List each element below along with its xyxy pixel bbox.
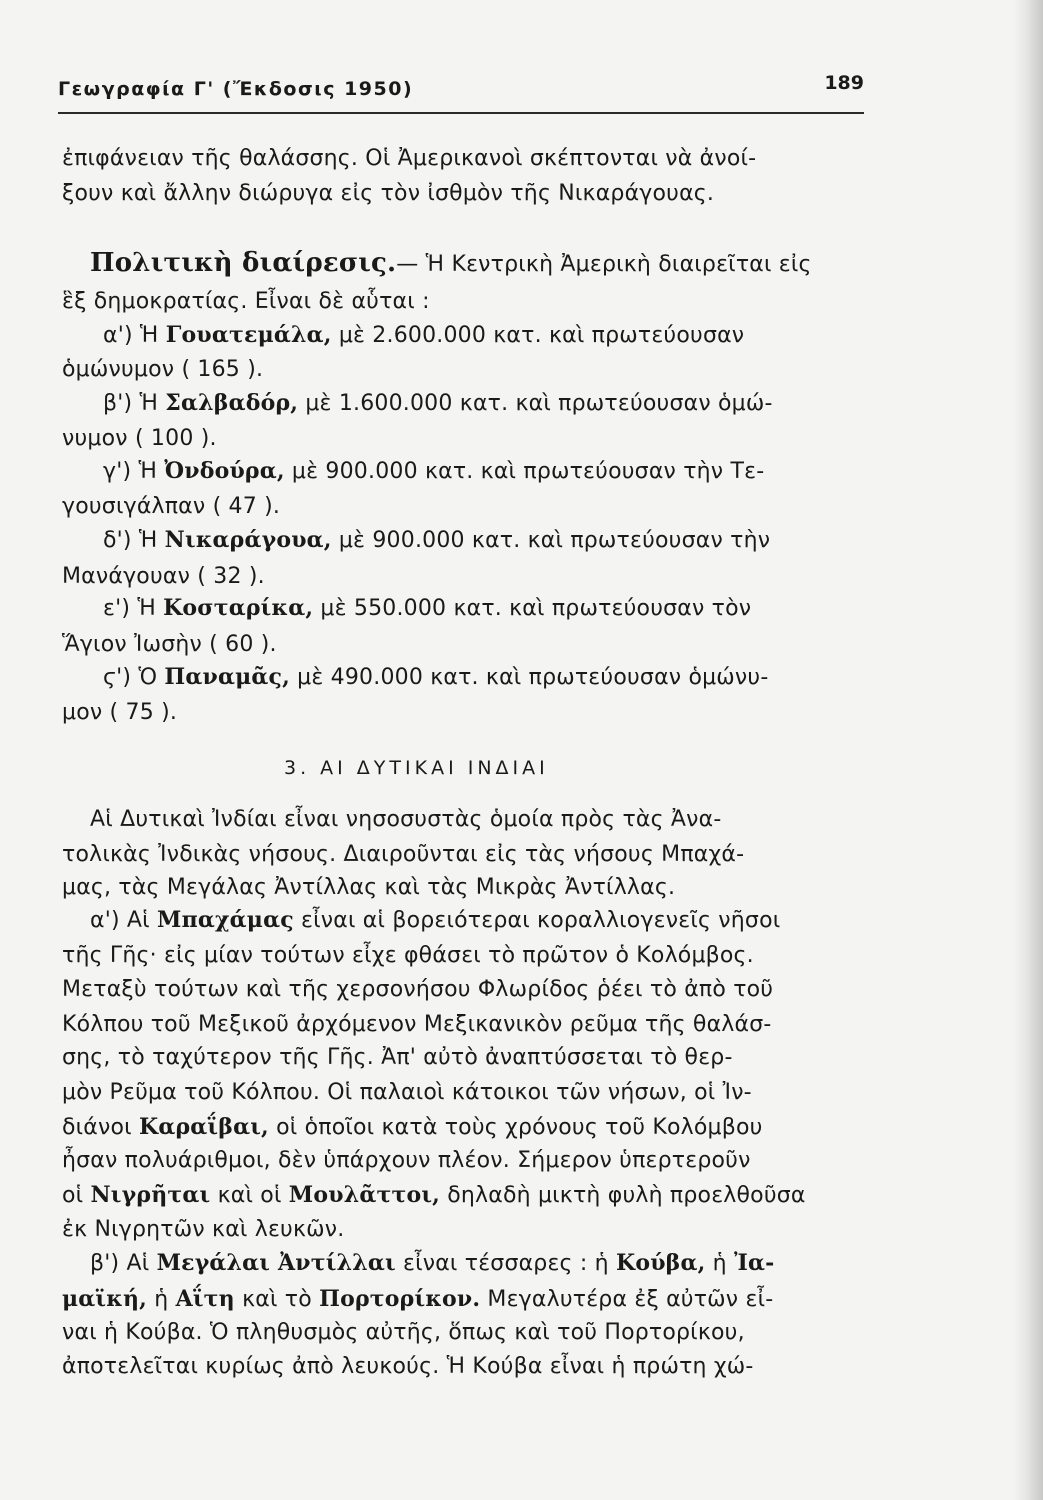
country-name: Παναμᾶς, bbox=[164, 664, 290, 690]
country-name: Ὀνδούρα, bbox=[164, 458, 285, 484]
text-line: ἐπιφάνειαν τῆς θαλάσσης. Οἱ Ἀμερικανοὶ σκέπτονται νὰ ἀνοί- bbox=[62, 146, 757, 171]
text-line: Κόλπου τοῦ Μεξικοῦ ἀρχόμενον Μεξικανικὸν ρεῦμα τῆς θαλάσ- bbox=[62, 1012, 772, 1037]
list-item bbox=[0, 525, 1043, 556]
paragraph-political-division bbox=[0, 248, 1043, 280]
text-run: Μεγαλυτέρα ἐξ αὐτῶν εἶ- bbox=[480, 1287, 774, 1312]
text-line: μον ( 75 ). bbox=[62, 700, 178, 725]
text-run: οἱ ὁποῖοι κατὰ τοὺς χρόνους τοῦ Κολόμβου bbox=[268, 1115, 763, 1140]
list-item bbox=[0, 662, 1043, 693]
text-line: ὁμώνυμον ( 165 ). bbox=[62, 357, 264, 382]
text-line: ξουν καὶ ἄλλην διώρυγα εἰς τὸν ἰσθμὸν τῆς Νικαράγουας. bbox=[62, 181, 715, 206]
text-run: ἡ bbox=[705, 1251, 734, 1276]
text-line: Μεταξὺ τούτων καὶ τῆς χερσονήσου Φλωρίδος ῥέει τὸ ἀπὸ τοῦ bbox=[62, 977, 774, 1002]
text-run: β') Αἱ bbox=[90, 1251, 157, 1276]
text-run: μὲ 550.000 κατ. καὶ πρωτεύουσαν τὸν bbox=[313, 596, 752, 621]
text-run: μὲ 900.000 κατ. καὶ πρωτεύουσαν τὴν bbox=[331, 528, 771, 553]
island-name: Μπαχάμας bbox=[157, 907, 294, 933]
text-run: — Ἡ Κεντρικὴ Ἀμερικὴ διαιρεῖται εἰς bbox=[396, 252, 812, 277]
text-run: γ') Ἡ bbox=[103, 459, 165, 484]
island-name: Μεγάλαι Ἀντίλλαι bbox=[156, 1250, 396, 1276]
text-run: ϛ') Ὁ bbox=[103, 665, 165, 690]
text-line: σης, τὸ ταχύτερον τῆς Γῆς. Ἀπ' αὐτὸ ἀναπτύσσεται τὸ θερ- bbox=[62, 1045, 733, 1070]
running-title: Γεωγραφία Γ' (Ἔκδοσις 1950) bbox=[58, 78, 414, 100]
country-name: Κοσταρίκα, bbox=[163, 595, 314, 621]
island-name: Κούβα, bbox=[616, 1250, 706, 1276]
text-run: καὶ τὸ bbox=[234, 1287, 320, 1312]
list-item bbox=[0, 456, 1043, 487]
text-line: μὸν Ρεῦμα τοῦ Κόλπου. Οἱ παλαιοὶ κάτοικοι τῶν νήσων, οἱ Ἰν- bbox=[62, 1080, 752, 1105]
page-header bbox=[58, 72, 864, 106]
text-line: ἀποτελεῖται κυρίως ἀπὸ λευκούς. Ἡ Κούβα εἶναι ἡ πρώτη χώ- bbox=[62, 1354, 754, 1379]
text-run: μὲ 2.600.000 κατ. καὶ πρωτεύουσαν bbox=[331, 323, 745, 348]
text-line: Μανάγουαν ( 32 ). bbox=[62, 564, 265, 589]
text-line bbox=[0, 1248, 1043, 1279]
text-line bbox=[0, 1180, 1043, 1211]
text-run: δηλαδὴ μικτὴ φυλὴ προελθοῦσα bbox=[440, 1183, 806, 1208]
text-line: τολικὰς Ἰνδικὰς νήσους. Διαιροῦνται εἰς τὰς νήσους Μπαχά- bbox=[62, 842, 745, 867]
island-name: Αΐτη bbox=[175, 1286, 235, 1312]
text-line: μας, τὰς Μεγάλας Ἀντίλλας καὶ τὰς Μικρὰς Ἀντίλλας. bbox=[62, 875, 676, 900]
text-line: νυμον ( 100 ). bbox=[62, 426, 217, 451]
text-line: ἐκ Νιγρητῶν καὶ λευκῶν. bbox=[62, 1217, 345, 1242]
subheading-political-division: Πολιτικὴ διαίρεσις. bbox=[90, 248, 397, 278]
people-name: Νιγρῆται bbox=[90, 1182, 211, 1208]
text-run: ἡ bbox=[147, 1287, 176, 1312]
text-run: μὲ 1.600.000 κατ. καὶ πρωτεύουσαν ὁμώ- bbox=[298, 391, 773, 416]
text-run: μὲ 900.000 κατ. καὶ πρωτεύουσαν τὴν Τε- bbox=[284, 459, 765, 484]
text-run: δ') Ἡ bbox=[103, 528, 165, 553]
text-line: ἦσαν πολυάριθμοι, δὲν ὑπάρχουν πλέον. Σήμερον ὑπερτεροῦν bbox=[62, 1148, 751, 1173]
text-line: τῆς Γῆς· εἰς μίαν τούτων εἶχε φθάσει τὸ πρῶτον ὁ Κολόμβος. bbox=[62, 943, 754, 968]
text-line: ναι ἡ Κούβα. Ὁ πληθυσμὸς αὐτῆς, ὅπως καὶ τοῦ Πορτορίκου, bbox=[62, 1320, 745, 1345]
text-line bbox=[0, 905, 1043, 936]
header-rule bbox=[58, 112, 864, 114]
text-run: εἶναι τέσσαρες : ἡ bbox=[395, 1251, 616, 1276]
text-run: οἱ bbox=[62, 1183, 91, 1208]
text-run: β') Ἡ bbox=[103, 391, 166, 416]
text-line bbox=[0, 1284, 1043, 1315]
text-run: καὶ οἱ bbox=[210, 1183, 289, 1208]
country-name: Γουατεμάλα, bbox=[165, 322, 332, 348]
text-run: διάνοι bbox=[62, 1115, 139, 1140]
text-run: α') Ἡ bbox=[103, 323, 166, 348]
text-run: ε') Ἡ bbox=[103, 596, 164, 621]
people-name: Μουλᾶττοι, bbox=[288, 1182, 441, 1208]
text-line bbox=[0, 1112, 1043, 1143]
text-line: ἓξ δημοκρατίας. Εἶναι δὲ αὗται : bbox=[62, 289, 430, 314]
list-item bbox=[0, 593, 1043, 624]
island-name: Ἰα- bbox=[734, 1250, 775, 1276]
text-line: Ἅγιον Ἰωσὴν ( 60 ). bbox=[62, 632, 277, 657]
list-item bbox=[0, 388, 1043, 419]
page-number: 189 bbox=[824, 72, 864, 94]
island-name: μαϊκή, bbox=[62, 1286, 148, 1312]
list-item bbox=[0, 320, 1043, 351]
country-name: Νικαράγουα, bbox=[164, 527, 332, 553]
text-run: εἶναι αἱ βορειότεραι κοραλλιογενεῖς νῆσοι bbox=[293, 908, 781, 933]
island-name: Πορτορίκον. bbox=[319, 1286, 481, 1312]
section-heading: 3. ΑΙ ΔΥΤΙΚΑΙ ΙΝΔΙΑΙ bbox=[284, 757, 549, 779]
people-name: Καραΐβαι, bbox=[139, 1114, 269, 1140]
country-name: Σαλβαδόρ, bbox=[165, 390, 299, 416]
text-line: Αἱ Δυτικαὶ Ἰνδίαι εἶναι νησοσυστὰς ὁμοία πρὸς τὰς Ἀνα- bbox=[90, 807, 722, 832]
text-run: α') Αἱ bbox=[90, 908, 158, 933]
text-line: γουσιγάλπαν ( 47 ). bbox=[62, 494, 281, 519]
text-run: μὲ 490.000 κατ. καὶ πρωτεύουσαν ὁμώνυ- bbox=[289, 665, 769, 690]
